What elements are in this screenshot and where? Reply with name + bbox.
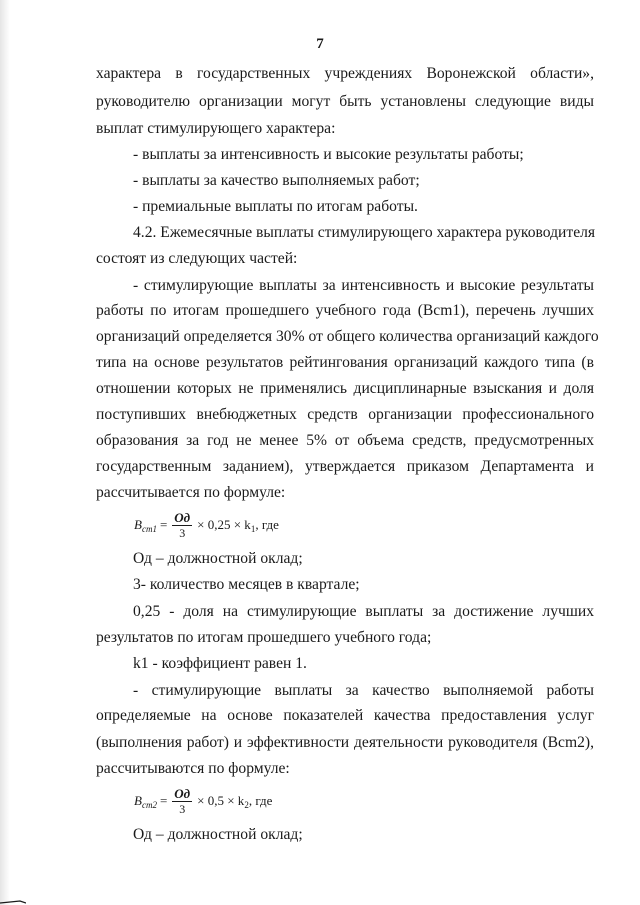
text-line: 3- количество месяцев в квартале;: [133, 576, 360, 593]
scan-shadow: [0, 0, 10, 905]
text-line: рассчитывается по формуле:: [96, 484, 286, 501]
text-line: рассчитываются по формуле:: [96, 760, 290, 777]
formula-tail: × $0,25 \times k_1$, где: [197, 516, 279, 534]
text-line: государственным заданием), утверждается приказом Департамента и: [96, 458, 594, 475]
text-line: - стимулирующие выплаты за интенсивность и высокие результаты: [133, 277, 594, 294]
text-line: организаций определяется 30% от общего количества организаций каждого: [96, 328, 599, 345]
formula-2: [134, 786, 272, 816]
text-line: Од – должностной оклад;: [133, 826, 303, 843]
text-line: k1 - коэффициент равен 1.: [133, 655, 307, 672]
text-line: работы по итогам прошедшего учебного года (Bcm1), перечень лучших: [96, 302, 594, 319]
formula-denominator: 3: [179, 802, 186, 816]
text-line: состоят из следующих частей:: [96, 250, 298, 267]
scan-mark: [0, 895, 26, 905]
formula-1: [134, 510, 279, 540]
list-item: - выплаты за качество выполняемых работ;: [133, 172, 420, 189]
formula-equals: =: [159, 517, 168, 532]
text-line: руководителю организации могут быть установлены следующие виды: [96, 93, 594, 110]
text-line: - стимулирующие выплаты за качество выполняемой работы: [133, 682, 594, 699]
formula-numerator: Од: [174, 786, 191, 801]
formula-lhs: $B_{cm1}$: [134, 516, 157, 534]
text-line: типа на основе результатов рейтингования организаций каждого типа (в: [96, 354, 594, 371]
list-item: - выплаты за интенсивность и высокие результаты работы;: [133, 146, 524, 163]
text-line: определяемые на основе показателей качества предоставления услуг: [96, 707, 594, 724]
text-line: 0,25 - доля на стимулирующие выплаты за достижение лучших: [133, 603, 594, 620]
formula-tail: × $0,5 \times k_2$, где: [197, 792, 273, 810]
page-number: 7: [316, 36, 324, 52]
formula-denominator: 3: [179, 526, 186, 540]
text-line: Од – должностной оклад;: [133, 550, 303, 567]
text-line: образования за год не менее 5% от объема средств, предусмотренных: [96, 432, 594, 449]
text-line: поступивших внебюджетных средств организации профессионального: [96, 406, 594, 423]
text-line: (выполнения работ) и эффективности деятельности руководителя (Bcm2),: [96, 734, 594, 751]
text-line: отношении которых не применялись дисциплинарные взыскания и доля: [96, 380, 594, 397]
formula-lhs: $B_{cm2}$: [134, 792, 157, 810]
formula-equals: =: [159, 793, 168, 808]
text-line: результатов по итогам прошедшего учебного года;: [96, 629, 432, 646]
formula-numerator: Од: [174, 510, 191, 525]
text-line: характера в государственных учреждениях Воронежской области»,: [96, 65, 594, 82]
section-heading-line: 4.2. Ежемесячные выплаты стимулирующего характера руководителя: [133, 224, 596, 241]
formula-fraction: [172, 786, 192, 816]
list-item: - премиальные выплаты по итогам работы.: [133, 198, 418, 215]
formula-fraction: [172, 510, 192, 540]
text-line: выплат стимулирующего характера:: [96, 120, 336, 137]
